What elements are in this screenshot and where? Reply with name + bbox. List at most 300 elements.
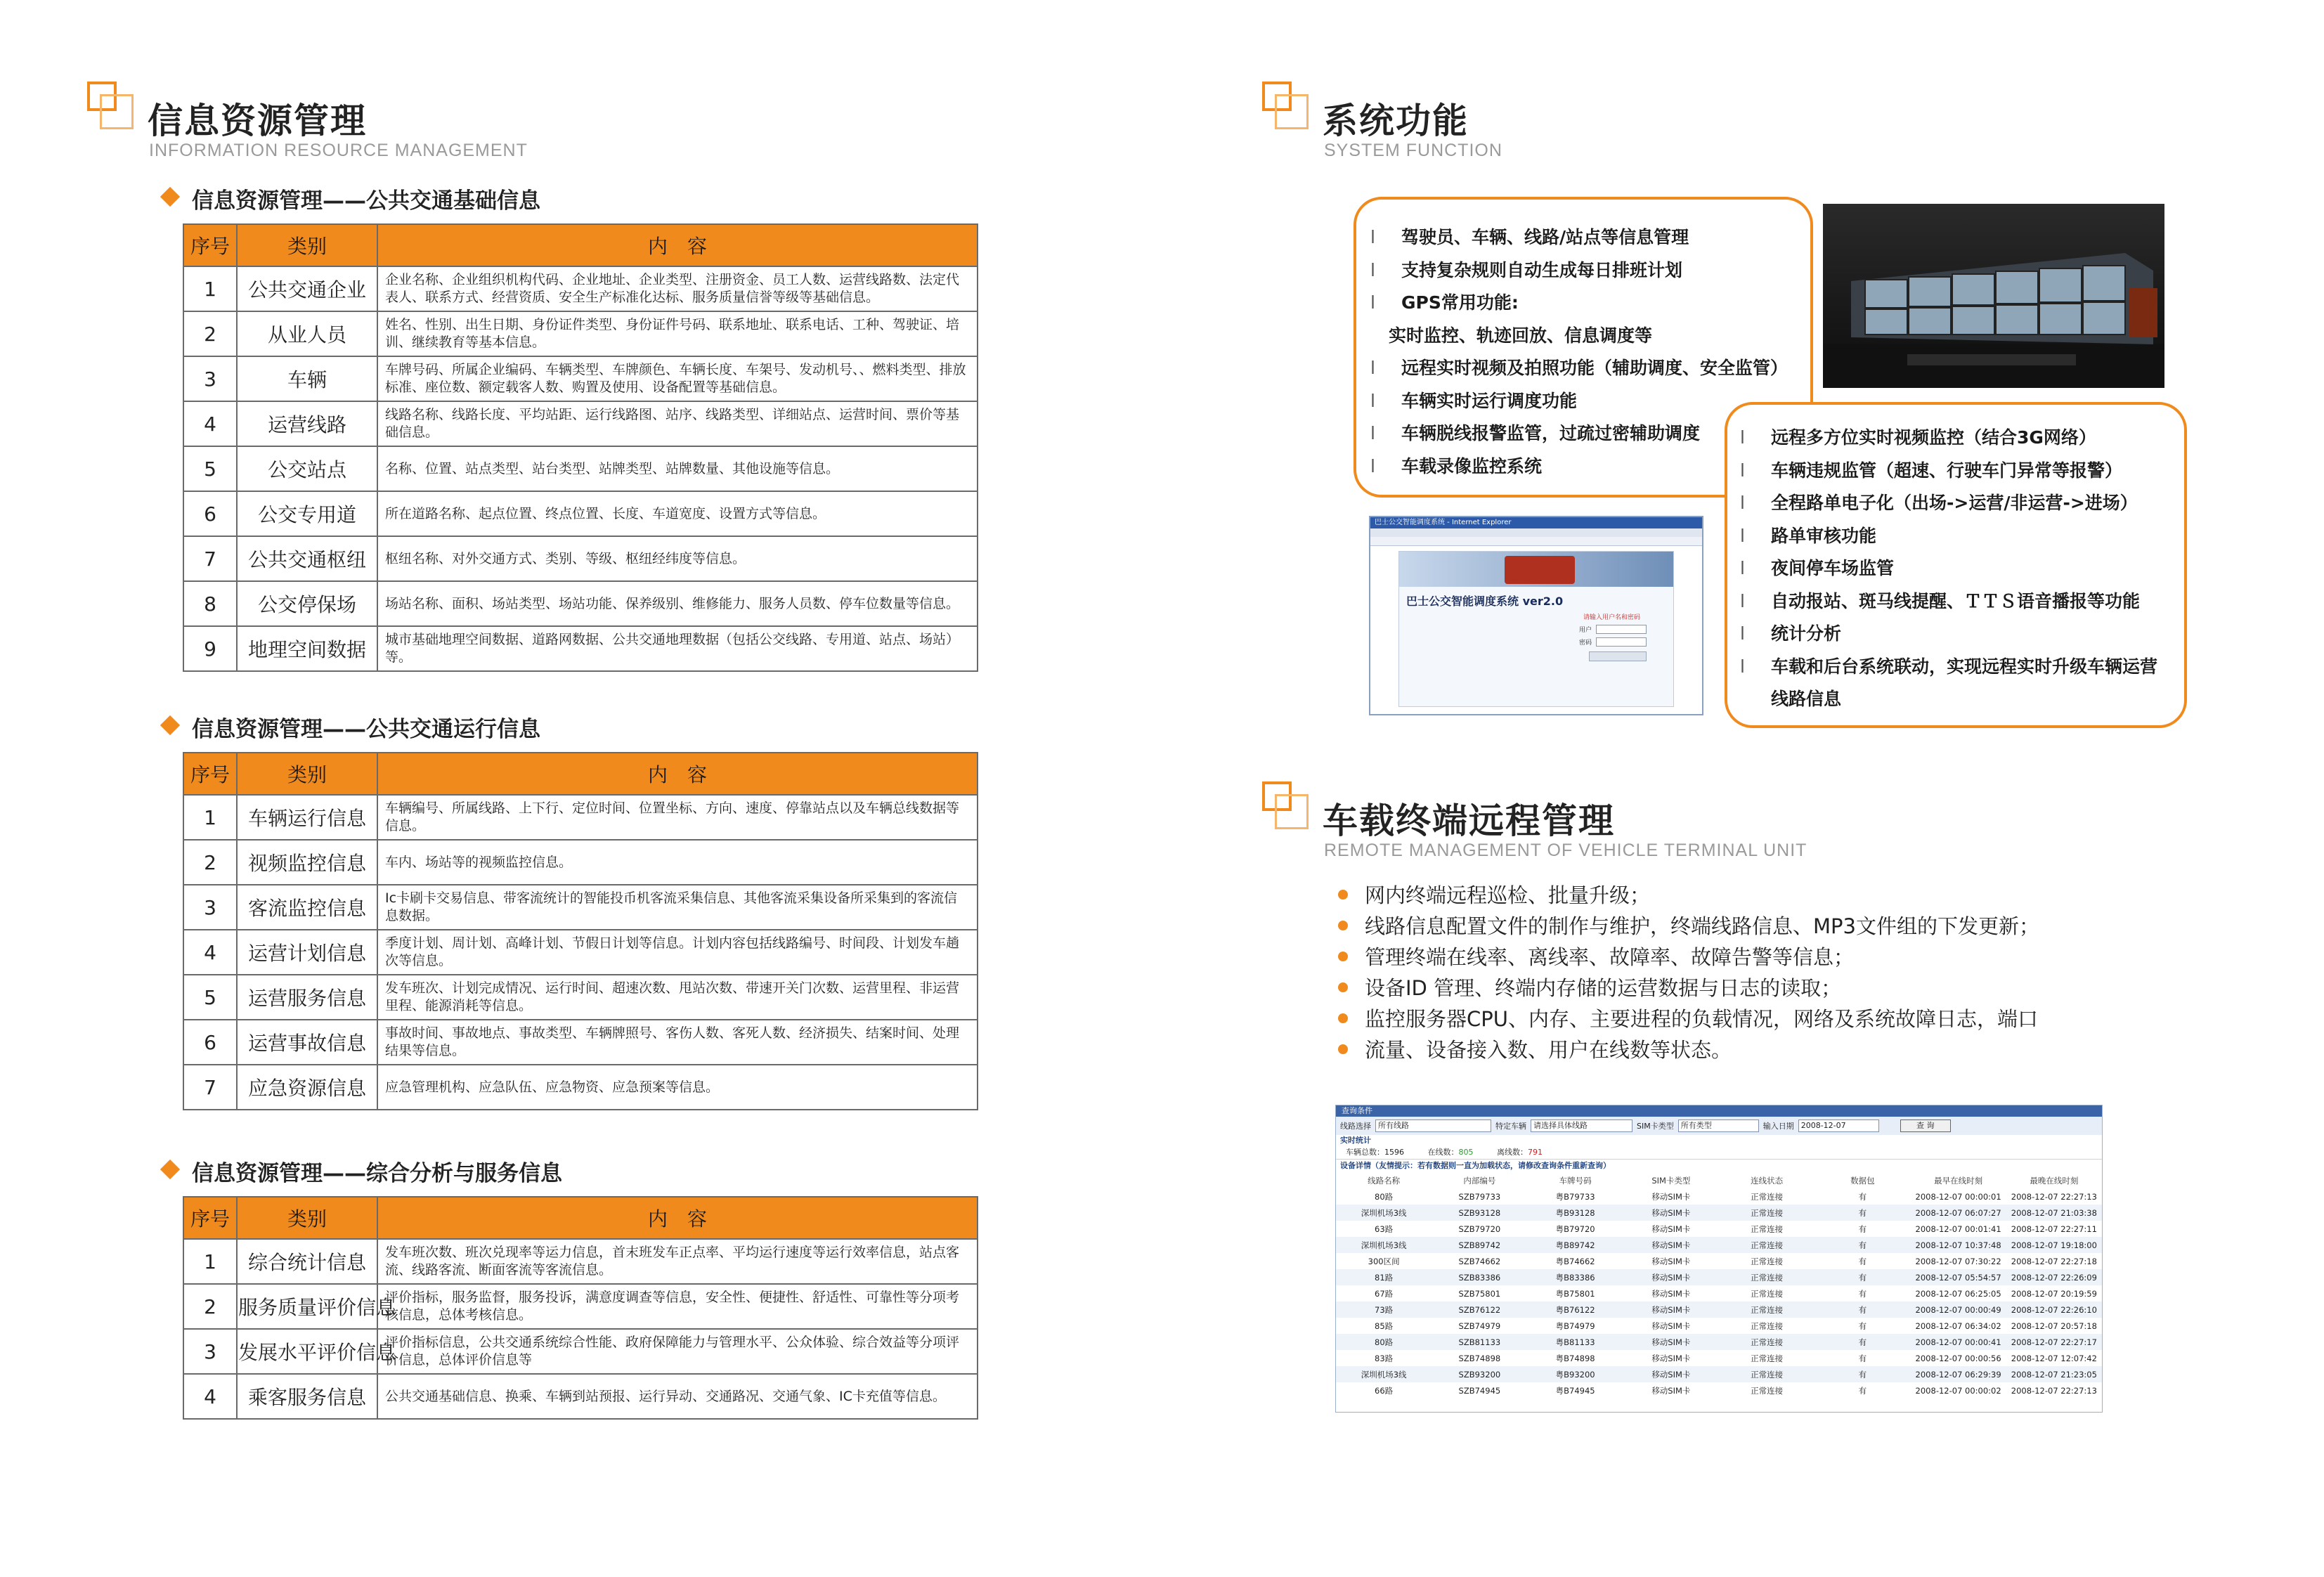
col-header-no: 序号 [183, 1197, 237, 1239]
table-row [183, 1065, 978, 1110]
grid-cell: 粤B83386 [1528, 1269, 1623, 1285]
grid-cell: 粤B76122 [1528, 1302, 1623, 1318]
window-title: 巴士公交智能调度系统 - Internet Explorer [1370, 517, 1702, 528]
offline-value: 791 [1528, 1148, 1543, 1157]
terminal-feature-text: 设备ID 管理、终端内存储的运营数据与日志的读取； [1365, 976, 1842, 1000]
row-content: 应急管理机构、应急队伍、应急物资、应急预案等信息。 [377, 1065, 978, 1110]
login-hint: 请输入用户名和密码 [1583, 614, 1641, 621]
row-number: 2 [183, 311, 237, 356]
grid-cell: 深圳机场3线 [1336, 1237, 1432, 1253]
grid-cell: 85路 [1375, 1320, 1394, 1331]
row-number: 7 [183, 536, 237, 581]
feature-text: 远程实时视频及拍照功能（辅助调度、安全监管） [1401, 358, 1789, 378]
table-row [183, 266, 978, 311]
table-header-row [183, 224, 978, 266]
row-content: 所在道路名称、起点位置、终点位置、长度、车道宽度、设置方式等信息。 [377, 491, 978, 536]
row-number: 6 [183, 491, 237, 536]
section-icon [87, 82, 138, 132]
grid-cell: 2008-12-07 06:25:05 [1915, 1288, 2001, 1299]
feature-text: 车辆违规监管（超速、行驶车门异常等报警） [1771, 460, 2123, 481]
terminal-feature-text: 管理终端在线率、离线率、故障率、故障告警等信息； [1365, 945, 1855, 969]
feature-item [1740, 487, 2157, 520]
grid-cell: 正常连接 [1751, 1256, 1784, 1266]
grid-cell: 正常连接 [1751, 1191, 1784, 1202]
grid-cell: 粤B93128 [1528, 1205, 1623, 1221]
orange-dot-icon [1338, 1013, 1348, 1023]
feature-text: 统计分析 [1771, 623, 1842, 644]
grid-cell: 有 [1815, 1269, 1910, 1285]
row-category: 从业人员 [237, 311, 377, 356]
password-input[interactable] [1596, 637, 1647, 647]
grid-cell: SZB74898 [1458, 1353, 1501, 1363]
grid-cell: 深圳机场3线 [1336, 1366, 1432, 1382]
col-header-category: 类别 [237, 1197, 377, 1239]
grid-cell: 粤B81133 [1528, 1334, 1623, 1350]
bullet-icon: l [1740, 460, 1745, 481]
grid-cell: 2008-12-07 06:34:02 [1915, 1320, 2001, 1331]
grid-cell: 有 [1858, 1353, 1867, 1363]
feature-text: 线路信息 [1771, 689, 1842, 709]
feature-item [1370, 352, 1788, 385]
row-category: 发展水平评价信息 [237, 1329, 377, 1374]
grid-cell: 有 [1815, 1302, 1910, 1318]
orange-dot-icon [1338, 921, 1348, 930]
row-category: 公交专用道 [237, 491, 377, 536]
table-row [183, 311, 978, 356]
grid-cell: 有 [1858, 1256, 1867, 1266]
grid-col-header: 内部编号 [1463, 1175, 1496, 1186]
grid-col-header: SIM卡类型 [1651, 1175, 1691, 1186]
grid-cell: 300区间 [1368, 1256, 1400, 1266]
terminal-feature-item [1338, 911, 2039, 942]
grid-cell: SZB74979 [1458, 1320, 1501, 1331]
col-header-no: 序号 [183, 753, 237, 795]
grid-cell: 2008-12-07 12:07:42 [2011, 1353, 2097, 1363]
grid-cell: 移动SIM卡 [1651, 1224, 1691, 1234]
grid-cell: 正常连接 [1719, 1334, 1815, 1350]
feature-text: 支持复杂规则自动生成每日排班计划 [1401, 259, 1683, 280]
table-heading-analysis: 信息资源管理——综合分析与服务信息 [192, 1161, 562, 1186]
terminal-feature-list [1338, 880, 2039, 1065]
row-category: 客流监控信息 [237, 885, 377, 930]
feature-text: 自动报站、斑马线提醒、ＴＴＳ语音播报等功能 [1771, 590, 2141, 611]
grid-row[interactable] [1336, 1285, 2102, 1302]
grid-cell: 2008-12-07 05:54:57 [1911, 1269, 2006, 1285]
grid-col-header: 数据包 [1850, 1175, 1875, 1186]
table-row [183, 1329, 978, 1374]
grid-cell: SZB74945 [1458, 1385, 1501, 1396]
terminal-feature-text: 监控服务器CPU、内存、主要进程的负载情况，网络及系统故障日志，端口 [1365, 1007, 2038, 1031]
feature-item [1740, 651, 2157, 684]
feature-item [1740, 455, 2157, 488]
grid-cell: 粤B93200 [1528, 1366, 1623, 1382]
row-number: 3 [183, 885, 237, 930]
row-content: 公共交通基础信息、换乘、车辆到站预报、运行异动、交通路况、交通气象、IC卡充值等信息。 [377, 1374, 978, 1419]
grid-cell: SZB74662 [1458, 1256, 1501, 1266]
offline-label: 离线数： [1497, 1148, 1528, 1157]
grid-row[interactable] [1336, 1366, 2102, 1382]
col-header-content: 内 容 [377, 224, 978, 266]
table-row [183, 581, 978, 626]
grid-cell: 移动SIM卡 [1651, 1385, 1691, 1396]
route-select[interactable]: 所有线路 [1375, 1120, 1491, 1132]
grid-cell: 80路 [1336, 1334, 1432, 1350]
grid-cell: 移动SIM卡 [1651, 1191, 1691, 1202]
table-row [183, 885, 978, 930]
row-number: 2 [183, 840, 237, 885]
grid-cell: 移动SIM卡 [1623, 1366, 1719, 1382]
section-subtitle-info: INFORMATION RESOURCE MANAGEMENT [149, 141, 528, 160]
row-number: 3 [183, 1329, 237, 1374]
grid-cell: 正常连接 [1719, 1302, 1815, 1318]
row-number: 4 [183, 401, 237, 446]
grid-cell: 正常连接 [1719, 1205, 1815, 1221]
grid-cell: 有 [1815, 1237, 1910, 1253]
grid-cell: 有 [1858, 1191, 1867, 1202]
grid-cell: SZB93200 [1432, 1366, 1527, 1382]
grid-cell: 80路 [1375, 1191, 1394, 1202]
grid-cell: 粤B89742 [1528, 1237, 1623, 1253]
bullet-icon: l [1370, 292, 1375, 313]
col-header-content: 内 容 [377, 753, 978, 795]
row-category: 运营服务信息 [237, 975, 377, 1020]
feature-text: 车载录像监控系统 [1401, 455, 1543, 476]
login-button[interactable] [1589, 651, 1647, 661]
bullet-icon: l [1370, 358, 1375, 378]
row-number: 7 [183, 1065, 237, 1110]
feature-text: 驾驶员、车辆、线路/站点等信息管理 [1401, 227, 1689, 247]
grid-cell: 2008-12-07 22:27:18 [2011, 1256, 2097, 1266]
grid-cell: 深圳机场3线 [1336, 1205, 1432, 1221]
row-category: 地理空间数据 [237, 626, 377, 671]
row-category: 公共交通枢纽 [237, 536, 377, 581]
grid-cell: 2008-12-07 22:26:09 [2006, 1269, 2102, 1285]
terminal-feature-item [1338, 880, 2039, 911]
bullet-icon: l [1370, 390, 1375, 411]
row-category: 公交停保场 [237, 581, 377, 626]
row-content: 场站名称、面积、场站类型、场站功能、保养级别、维修能力、服务人员数、停车位数量等信息。 [377, 581, 978, 626]
grid-col-header: 最晚在线时刻 [2030, 1175, 2079, 1186]
feature-text: 全程路单电子化（出场->运营/非运营->进场） [1771, 493, 2138, 513]
feature-text: 实时监控、轨迹回放、信息调度等 [1389, 325, 1653, 346]
table-operation-info [183, 752, 978, 1110]
query-panel-title: 查询条件 [1336, 1105, 2102, 1117]
user-input[interactable] [1596, 625, 1647, 634]
row-number: 1 [183, 795, 237, 840]
row-category: 运营计划信息 [237, 930, 377, 975]
grid-col-header: 线路名称 [1368, 1175, 1401, 1186]
grid-cell: SZB79720 [1458, 1224, 1501, 1234]
row-content: 评价指标信息，公共交通系统综合性能、政府保障能力与管理水平、公众体验、综合效益等分项评价信息，总体评价信息等 [377, 1329, 978, 1374]
row-content: 发车班次、计划完成情况、运行时间、超速次数、甩站次数、带速开关门次数、运营里程、非运营里程、能源消耗等信息。 [377, 975, 978, 1020]
vehicle-label: 特定车辆 [1495, 1122, 1526, 1131]
system-name: 巴士公交智能调度系统 ver2.0 [1406, 595, 1564, 608]
grid-cell: 移动SIM卡 [1651, 1288, 1691, 1299]
grid-cell: 粤B79720 [1555, 1224, 1595, 1234]
table-heading-basic: 信息资源管理——公共交通基础信息 [192, 188, 540, 214]
grid-cell: 移动SIM卡 [1623, 1269, 1719, 1285]
table-row [183, 626, 978, 671]
date-input[interactable]: 2008-12-07 [1798, 1120, 1879, 1132]
row-content: 车牌号码、所属企业编码、车辆类型、车牌颜色、车辆长度、车架号、发动机号、、燃料类型、排放标准、座位数、额定载客人数、购置及使用、设备配置等基础信息。 [377, 356, 978, 401]
table-basic-info [183, 223, 978, 672]
row-number: 4 [183, 930, 237, 975]
table-row [183, 1284, 978, 1329]
row-number: 1 [183, 1239, 237, 1284]
vehicle-select[interactable]: 请选择具体线路 [1531, 1120, 1632, 1132]
row-category: 车辆运行信息 [237, 795, 377, 840]
grid-cell: 移动SIM卡 [1623, 1302, 1719, 1318]
total-label: 车辆总数： [1346, 1148, 1384, 1157]
grid-cell: 正常连接 [1751, 1224, 1784, 1234]
terminal-feature-text: 流量、设备接入数、用户在线数等状态。 [1365, 1038, 1732, 1062]
section-title-info: 信息资源管理 [148, 100, 367, 141]
grid-cell: 有 [1815, 1205, 1910, 1221]
feature-text: 车载和后台系统联动，实现远程实时升级车辆运营 [1771, 656, 2158, 677]
table-row [183, 930, 978, 975]
sim-label: SIM卡类型 [1637, 1122, 1674, 1131]
table-row [183, 1020, 978, 1065]
grid-cell: SZB79733 [1458, 1191, 1501, 1202]
row-content: 城市基础地理空间数据、道路网数据、公共交通地理数据（包括公交线路、专用道、站点、场站）等。 [377, 626, 978, 671]
grid-cell: 有 [1815, 1366, 1910, 1382]
grid-cell: SZB75801 [1458, 1288, 1501, 1299]
grid-cell: 粤B79733 [1555, 1191, 1595, 1202]
grid-cell: SZB76122 [1432, 1302, 1527, 1318]
col-header-no: 序号 [183, 224, 237, 266]
grid-cell: 66路 [1375, 1385, 1394, 1396]
feature-text: 车辆实时运行调度功能 [1401, 390, 1578, 411]
grid-cell: 67路 [1375, 1288, 1394, 1299]
section-icon [1262, 781, 1313, 832]
row-content: 枢纽名称、对外交通方式、类别、等级、枢纽经纬度等信息。 [377, 536, 978, 581]
row-content: 评价指标，服务监督，服务投诉，满意度调查等信息，安全性、便捷性、舒适性、可靠性等分项考核信息，总体考核信息。 [377, 1284, 978, 1329]
row-category: 乘客服务信息 [237, 1374, 377, 1419]
grid-cell: 2008-12-07 21:03:38 [2006, 1205, 2102, 1221]
grid-cell: SZB89742 [1432, 1237, 1527, 1253]
table-header-row [183, 1197, 978, 1239]
grid-col-header: 最早在线时刻 [1934, 1175, 1983, 1186]
grid-cell: 2008-12-07 10:37:48 [1911, 1237, 2006, 1253]
grid-row[interactable] [1336, 1205, 2102, 1221]
grid-row[interactable] [1336, 1237, 2102, 1253]
terminal-feature-item [1338, 1004, 2039, 1034]
section-title-terminal: 车载终端远程管理 [1323, 800, 1615, 841]
grid-cell: 2008-12-07 22:27:13 [2011, 1191, 2097, 1202]
date-label: 输入日期 [1763, 1122, 1794, 1131]
query-toolbar [1336, 1117, 2102, 1135]
col-header-content: 内 容 [377, 1197, 978, 1239]
grid-row[interactable] [1336, 1318, 2102, 1334]
sim-select[interactable]: 所有类型 [1678, 1120, 1759, 1132]
feature-item [1370, 320, 1788, 353]
feature-text: 远程多方位实时视频监控（结合3G网络） [1771, 427, 2096, 448]
table-row [183, 1374, 978, 1419]
grid-cell: 83路 [1375, 1353, 1394, 1363]
grid-row[interactable] [1336, 1221, 2102, 1237]
col-header-category: 类别 [237, 753, 377, 795]
orange-dot-icon [1338, 982, 1348, 992]
grid-cell: 正常连接 [1719, 1237, 1815, 1253]
grid-cell: 2008-12-07 21:23:05 [2006, 1366, 2102, 1382]
feature-item [1740, 422, 2157, 455]
row-content: 车内、场站等的视频监控信息。 [377, 840, 978, 885]
orange-dot-icon [1338, 1044, 1348, 1054]
grid-cell: 移动SIM卡 [1651, 1353, 1691, 1363]
feature-item [1740, 618, 2157, 651]
feature-text: 路单审核功能 [1771, 525, 1877, 546]
terminal-feature-text: 网内终端远程巡检、批量升级； [1365, 883, 1651, 907]
grid-cell: 2008-12-07 20:57:18 [2011, 1320, 2097, 1331]
row-number: 5 [183, 446, 237, 491]
row-category: 综合统计信息 [237, 1239, 377, 1284]
terminal-feature-text: 线路信息配置文件的制作与维护，终端线路信息、MP3文件组的下发更新； [1365, 914, 2039, 938]
grid-cell: 有 [1858, 1385, 1867, 1396]
grid-cell: 2008-12-07 07:30:22 [1915, 1256, 2001, 1266]
row-content: 车辆编号、所属线路、上下行、定位时间、位置坐标、方向、速度、停靠站点以及车辆总线数据等信息。 [377, 795, 978, 840]
grid-cell: 2008-12-07 00:00:41 [1911, 1334, 2006, 1350]
grid-cell: 2008-12-07 20:19:59 [2011, 1288, 2097, 1299]
row-category: 公共交通企业 [237, 266, 377, 311]
row-category: 运营线路 [237, 401, 377, 446]
row-number: 2 [183, 1284, 237, 1329]
row-number: 6 [183, 1020, 237, 1065]
grid-row[interactable] [1336, 1350, 2102, 1366]
grid-col-header: 连线状态 [1751, 1175, 1784, 1186]
grid-cell: 81路 [1336, 1269, 1432, 1285]
diamond-bullet-icon [160, 1160, 180, 1179]
feature-item [1370, 287, 1788, 320]
grid-row[interactable] [1336, 1334, 2102, 1350]
bullet-icon: l [1740, 558, 1745, 578]
row-content: 季度计划、周计划、高峰计划、节假日计划等信息。计划内容包括线路编号、时间段、计划发车趟次等信息。 [377, 930, 978, 975]
grid-row[interactable] [1336, 1302, 2102, 1318]
feature-text: 车辆脱线报警监管，过疏过密辅助调度 [1401, 423, 1701, 443]
row-category: 服务质量评价信息 [237, 1284, 377, 1329]
grid-header-row [1336, 1172, 2102, 1188]
grid-cell: 73路 [1336, 1302, 1432, 1318]
table-row [183, 401, 978, 446]
table-analysis-info [183, 1196, 978, 1420]
diamond-bullet-icon [160, 715, 180, 735]
grid-cell: 正常连接 [1719, 1269, 1815, 1285]
bullet-icon: l [1370, 227, 1375, 247]
grid-cell: 2008-12-07 22:26:10 [2006, 1302, 2102, 1318]
grid-cell: 移动SIM卡 [1623, 1334, 1719, 1350]
row-number: 4 [183, 1374, 237, 1419]
table-heading-operation: 信息资源管理——公共交通运行信息 [192, 717, 540, 742]
grid-cell: 2008-12-07 06:07:27 [1911, 1205, 2006, 1221]
control-room-photo [1823, 204, 2164, 388]
grid-cell: 正常连接 [1751, 1385, 1784, 1396]
feature-item [1370, 385, 1788, 418]
bullet-icon: l [1370, 259, 1375, 280]
table-row [183, 446, 978, 491]
total-value: 1596 [1384, 1148, 1404, 1157]
feature-list-right [1740, 422, 2157, 716]
grid-cell: 2008-12-07 22:27:11 [2011, 1224, 2097, 1234]
table-row [183, 491, 978, 536]
grid-cell: 粤B75801 [1555, 1288, 1595, 1299]
terminal-feature-item [1338, 1034, 2039, 1065]
row-content: 企业名称、企业组织机构代码、企业地址、企业类型、注册资金、员工人数、运营线路数、法定代表人、联系方式、经营资质、安全生产标准化达标、服务质量信誉等级等基础信息。 [377, 266, 978, 311]
row-number: 3 [183, 356, 237, 401]
grid-cell: 正常连接 [1751, 1353, 1784, 1363]
table-header-row [183, 753, 978, 795]
grid-cell: SZB81133 [1432, 1334, 1527, 1350]
grid-row[interactable] [1336, 1188, 2102, 1205]
grid-cell: 正常连接 [1751, 1320, 1784, 1331]
grid-cell: 移动SIM卡 [1651, 1256, 1691, 1266]
section-title-system: 系统功能 [1323, 100, 1469, 141]
grid-cell: SZB83386 [1432, 1269, 1527, 1285]
grid-cell: 正常连接 [1751, 1288, 1784, 1299]
grid-cell: 粤B74979 [1555, 1320, 1595, 1331]
bullet-icon: l [1370, 423, 1375, 443]
row-content: 名称、位置、站点类型、站台类型、站牌类型、站牌数量、其他设施等信息。 [377, 446, 978, 491]
row-content: Ic卡刷卡交易信息、带客流统计的智能投币机客流采集信息、其他客流采集设备所采集到的客流信息数据。 [377, 885, 978, 930]
grid-cell: 2008-12-07 00:01:41 [1915, 1224, 2001, 1234]
row-content: 姓名、性别、出生日期、身份证件类型、身份证件号码、联系地址、联系电话、工种、驾驶证、培训、继续教育等基本信息。 [377, 311, 978, 356]
grid-row[interactable] [1336, 1382, 2102, 1398]
grid-cell: 移动SIM卡 [1651, 1320, 1691, 1331]
row-number: 1 [183, 266, 237, 311]
bullet-icon: l [1740, 427, 1745, 448]
section-subtitle-system: SYSTEM FUNCTION [1324, 141, 1502, 160]
grid-row[interactable] [1336, 1269, 2102, 1285]
grid-cell: 粤B74945 [1555, 1385, 1595, 1396]
grid-cell: 有 [1858, 1224, 1867, 1234]
grid-cell: 粤B74662 [1555, 1256, 1595, 1266]
row-content: 事故时间、事故地点、事故类型、车辆牌照号、客伤人数、客死人数、经济损失、结案时间、处理结果等信息。 [377, 1020, 978, 1065]
row-number: 9 [183, 626, 237, 671]
bullet-icon: l [1740, 656, 1745, 677]
user-label: 用户 [1579, 627, 1592, 634]
bullet-icon: l [1740, 590, 1745, 611]
section-icon [1262, 82, 1313, 132]
table-row [183, 975, 978, 1020]
detail-title: 设备详情（友情提示：若有数据则一直为加载状态，请修改查询条件重新查询） [1336, 1159, 2102, 1172]
terminal-feature-item [1338, 973, 2039, 1004]
route-label: 线路选择 [1340, 1122, 1371, 1131]
online-value: 805 [1458, 1148, 1474, 1157]
feature-text: 夜间停车场监管 [1771, 558, 1895, 578]
grid-cell: 2008-12-07 00:00:01 [1915, 1191, 2001, 1202]
query-button[interactable]: 查 询 [1900, 1120, 1951, 1132]
grid-col-header: 车牌号码 [1559, 1175, 1592, 1186]
grid-cell: 有 [1858, 1320, 1867, 1331]
table-row [183, 795, 978, 840]
grid-cell: 移动SIM卡 [1623, 1205, 1719, 1221]
grid-cell: 2008-12-07 19:18:00 [2006, 1237, 2102, 1253]
grid-cell: 63路 [1375, 1224, 1394, 1234]
grid-cell: 2008-12-07 06:29:39 [1911, 1366, 2006, 1382]
orange-dot-icon [1338, 952, 1348, 961]
device-detail-table [1336, 1172, 2102, 1398]
feature-item [1740, 683, 2157, 716]
grid-cell: 2008-12-07 22:27:13 [2011, 1385, 2097, 1396]
bullet-icon: l [1740, 493, 1745, 513]
feature-item [1370, 221, 1788, 254]
terminal-status-screenshot [1335, 1105, 2103, 1413]
grid-cell: 粤B74898 [1555, 1353, 1595, 1363]
row-category: 车辆 [237, 356, 377, 401]
grid-cell: 有 [1858, 1288, 1867, 1299]
grid-cell: 2008-12-07 00:00:56 [1915, 1353, 2001, 1363]
table-row [183, 840, 978, 885]
grid-row[interactable] [1336, 1253, 2102, 1269]
grid-cell: 正常连接 [1719, 1366, 1815, 1382]
